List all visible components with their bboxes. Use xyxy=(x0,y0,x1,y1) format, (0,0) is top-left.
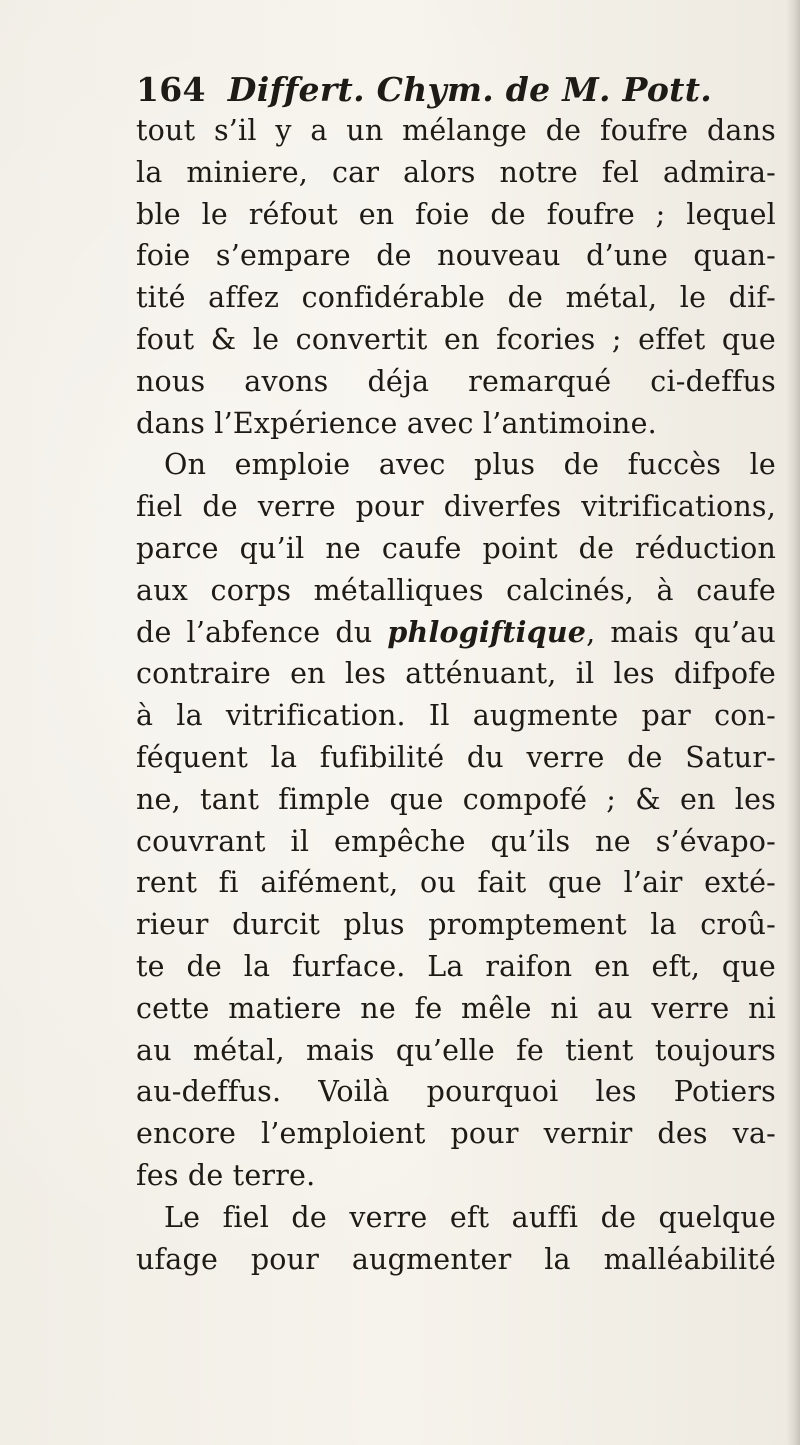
text-line: la miniere, car alors notre fel admira- xyxy=(136,155,776,189)
page-number: 164 xyxy=(136,70,206,109)
running-title: Differt. Chym. de M. Pott. xyxy=(227,70,713,109)
running-head xyxy=(136,70,712,109)
text-line: tout s’il y a un mélange de foufre dans xyxy=(136,114,776,147)
text-line: contraire en les atténuant, il les difpofe xyxy=(136,657,776,691)
paragraph-start-line: On emploie avec plus de fuccès le xyxy=(164,448,776,482)
text-line: à la vitrification. Il augmente par con- xyxy=(136,699,776,733)
text-line: nous avons déja remarqué ci-deffus xyxy=(136,364,776,398)
text-line: féquent la fufibilité du verre de Satur- xyxy=(136,740,776,774)
page-edge-shadow xyxy=(786,0,800,1445)
text-line: dans l’Expérience avec l’antimoine. xyxy=(136,406,657,440)
text-line: tité affez confidérable de métal, le dif- xyxy=(136,281,776,315)
text-line: ble le réfout en foie de foufre ; lequel xyxy=(136,197,776,231)
text-line: parce qu’il ne caufe point de réduction xyxy=(136,531,776,565)
text-line: au métal, mais qu’elle fe tient toujours xyxy=(136,1033,776,1067)
paragraph-start-line: Le fiel de verre eft auffi de quelque xyxy=(164,1200,776,1234)
text-line: cette matiere ne fe mêle ni au verre ni xyxy=(136,991,776,1025)
text-line: fiel de verre pour diverfes vitrifications, xyxy=(136,490,776,524)
text-line: ne, tant fimple que compofé ; & en les xyxy=(136,782,776,816)
text-line: rieur durcit plus promptement la croû- xyxy=(136,908,776,942)
text-line-with-italic xyxy=(136,612,776,654)
text-line: foie s’empare de nouveau d’une quan- xyxy=(136,239,776,273)
text-line: rent fi aifément, ou fait que l’air exté- xyxy=(136,866,776,900)
text-line: encore l’emploient pour vernir des va- xyxy=(136,1117,776,1151)
text-line: fes de terre. xyxy=(136,1158,316,1192)
body-text xyxy=(136,110,776,1280)
text-line: fout & le convertit en fcories ; effet que xyxy=(136,322,776,356)
text-segment: de l’abfence du xyxy=(136,615,388,649)
text-segment: , mais qu’au xyxy=(586,615,776,649)
text-line: au-deffus. Voilà pourquoi les Potiers xyxy=(136,1075,776,1109)
text-line: aux corps métalliques calcinés, à caufe xyxy=(136,573,776,607)
text-line: te de la furface. La raifon en eft, que xyxy=(136,949,776,983)
italic-term: phlogiftique xyxy=(387,614,587,649)
text-line: ufage pour augmenter la malléabilité xyxy=(136,1242,776,1276)
text-line: couvrant il empêche qu’ils ne s’évapo- xyxy=(136,824,776,858)
